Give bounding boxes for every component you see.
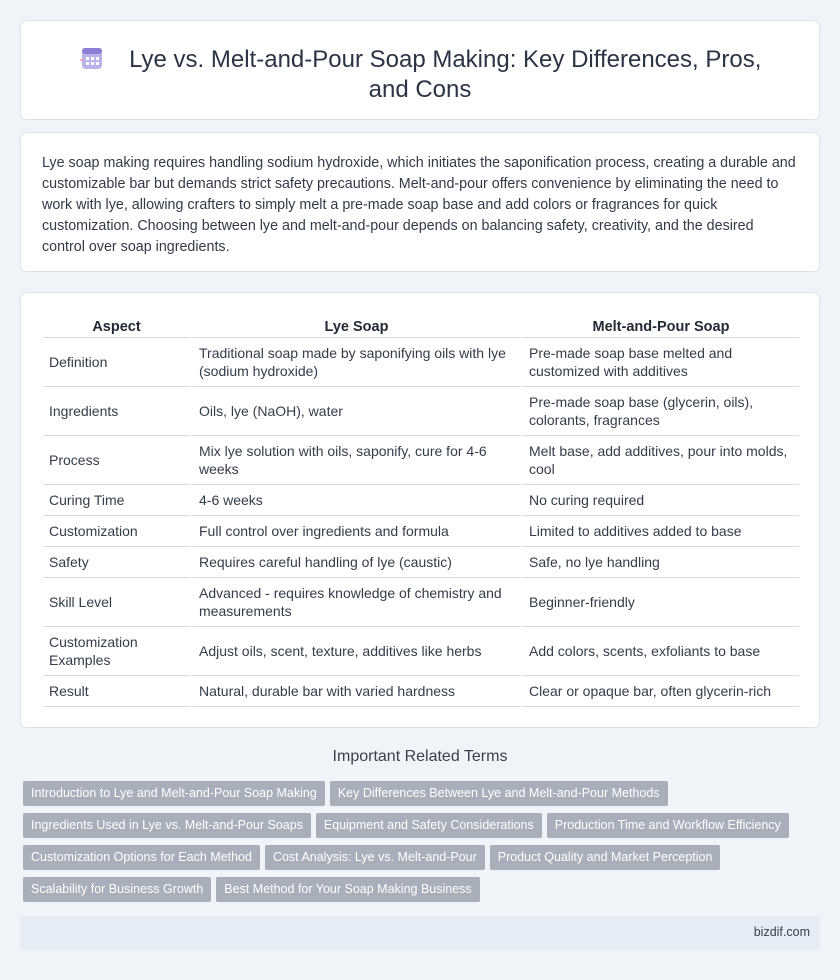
row-aspect: Process	[43, 436, 190, 485]
table-row	[43, 436, 799, 485]
row-melt: Clear or opaque bar, often glycerin-rich	[520, 676, 799, 707]
related-term-link[interactable]: Scalability for Business Growth	[23, 877, 211, 902]
related-term-link[interactable]: Cost Analysis: Lye vs. Melt-and-Pour	[265, 845, 485, 870]
row-melt: Pre-made soap base melted and customized with additives	[520, 338, 799, 387]
row-lye: Oils, lye (NaOH), water	[190, 387, 520, 436]
intro-card	[20, 132, 820, 272]
footer	[20, 916, 820, 950]
row-aspect: Ingredients	[43, 387, 190, 436]
row-lye: Traditional soap made by saponifying oils with lye (sodium hydroxide)	[190, 338, 520, 387]
row-lye: Mix lye solution with oils, saponify, cure for 4-6 weeks	[190, 436, 520, 485]
intro-paragraph: Lye soap making requires handling sodium hydroxide, which initiates the saponification process, creating a durable and customizable bar but demands strict safety precautions. Melt-and-pour offers convenience by eliminating the need to work with lye, allowing crafters to simply melt a pre-made soap base and add colors or fragrances for quick customization. Choosing between lye and melt-and-pour depends on balancing safety, creativity, and the desired control over soap ingredients.	[42, 155, 796, 255]
comparison-table	[43, 313, 799, 707]
table-row	[43, 485, 799, 516]
table-row	[43, 547, 799, 578]
row-aspect: Safety	[43, 547, 190, 578]
header-aspect: Aspect	[43, 313, 190, 338]
row-melt: Add colors, scents, exfoliants to base	[520, 627, 799, 676]
row-melt: Melt base, add additives, pour into molds, cool	[520, 436, 799, 485]
related-terms-list	[23, 781, 803, 909]
table-row	[43, 387, 799, 436]
related-term-link[interactable]: Customization Options for Each Method	[23, 845, 260, 870]
related-term-link[interactable]: Key Differences Between Lye and Melt-and-Pour Methods	[330, 781, 668, 806]
table-header-row	[43, 313, 799, 338]
row-aspect: Customization Examples	[43, 627, 190, 676]
title-card	[20, 20, 820, 120]
related-term-link[interactable]: Equipment and Safety Considerations	[316, 813, 542, 838]
row-melt: Limited to additives added to base	[520, 516, 799, 547]
site-name[interactable]: bizdif.com	[753, 925, 810, 939]
table-row	[43, 578, 799, 627]
table-row	[43, 676, 799, 707]
row-aspect: Definition	[43, 338, 190, 387]
header-melt-and-pour: Melt-and-Pour Soap	[520, 313, 799, 338]
row-aspect: Result	[43, 676, 190, 707]
row-lye: Adjust oils, scent, texture, additives like herbs	[190, 627, 520, 676]
row-lye: Advanced - requires knowledge of chemistry and measurements	[190, 578, 520, 627]
related-term-link[interactable]: Ingredients Used in Lye vs. Melt-and-Pour Soaps	[23, 813, 311, 838]
related-term-link[interactable]: Production Time and Workflow Efficiency	[547, 813, 789, 838]
header-lye-soap: Lye Soap	[190, 313, 520, 338]
page-title: Lye vs. Melt-and-Pour Soap Making: Key Differences, Pros, and Cons	[129, 46, 762, 103]
row-lye: Natural, durable bar with varied hardness	[190, 676, 520, 707]
related-term-link[interactable]: Product Quality and Market Perception	[490, 845, 721, 870]
table-row	[43, 516, 799, 547]
row-melt: Safe, no lye handling	[520, 547, 799, 578]
row-aspect: Curing Time	[43, 485, 190, 516]
row-aspect: Customization	[43, 516, 190, 547]
row-melt: Pre-made soap base (glycerin, oils), colorants, fragrances	[520, 387, 799, 436]
row-lye: 4-6 weeks	[190, 485, 520, 516]
row-melt: No curing required	[520, 485, 799, 516]
related-term-link[interactable]: Introduction to Lye and Melt-and-Pour Soap Making	[23, 781, 325, 806]
table-row	[43, 627, 799, 676]
related-term-link[interactable]: Best Method for Your Soap Making Business	[216, 877, 479, 902]
row-lye: Full control over ingredients and formula	[190, 516, 520, 547]
row-lye: Requires careful handling of lye (caustic)	[190, 547, 520, 578]
row-aspect: Skill Level	[43, 578, 190, 627]
row-melt: Beginner-friendly	[520, 578, 799, 627]
document-grid-icon	[79, 45, 105, 71]
comparison-card	[20, 292, 820, 728]
table-row	[43, 338, 799, 387]
related-terms-heading: Important Related Terms	[332, 748, 508, 765]
